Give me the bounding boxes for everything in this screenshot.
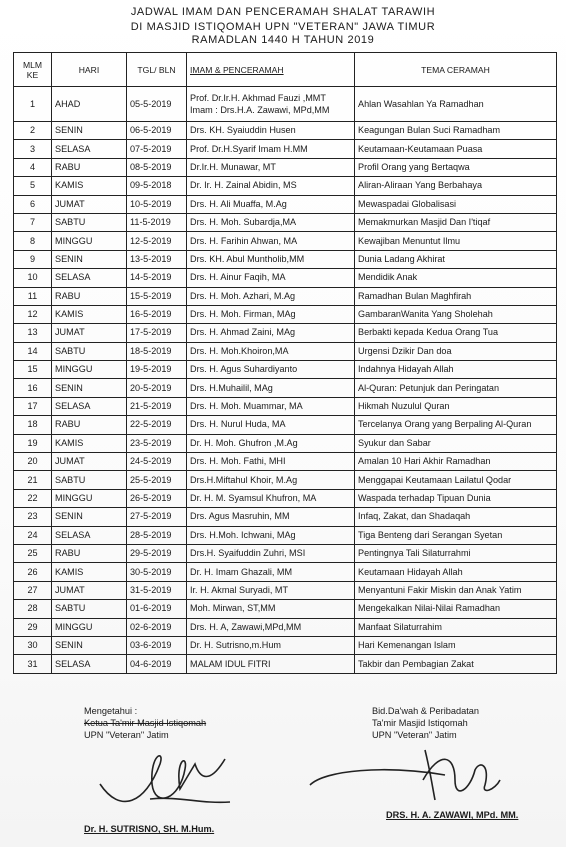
cell-no: 15	[14, 361, 52, 379]
table-row	[14, 122, 557, 140]
cell-imam: Drs. H. Moh. Firman, MAg	[187, 305, 355, 323]
cell-imam: Drs.H.Miftahul Khoir, M.Ag	[187, 471, 355, 489]
document-subtitle: DI MASJID ISTIQOMAH UPN "VETERAN" JAWA TIMUR	[130, 21, 436, 33]
table-row	[14, 618, 557, 636]
cell-no: 19	[14, 434, 52, 452]
cell-tema: Menggapai Keutamaan Lailatul Qodar	[355, 471, 557, 489]
cell-imam-line1: Prof. Dr.Ir.H. Akhmad Fauzi ,MMT	[190, 93, 326, 103]
table-row	[14, 563, 557, 581]
cell-hari: JUMAT	[52, 324, 127, 342]
table-row	[14, 269, 557, 287]
signature-right-scribble	[305, 740, 505, 810]
cell-no: 1	[14, 87, 52, 122]
cell-imam: Drs. H. Moh.Khoiron,MA	[187, 342, 355, 360]
cell-tgl: 23-5-2019	[127, 434, 187, 452]
cell-hari: MINGGU	[52, 489, 127, 507]
cell-hari: RABU	[52, 544, 127, 562]
cell-tema: Mengekalkan Nilai-Nilai Ramadhan	[355, 600, 557, 618]
document-title: JADWAL IMAM DAN PENCERAMAH SHALAT TARAWIH	[130, 6, 436, 18]
cell-imam: Ir. H. Akmal Suryadi, MT	[187, 581, 355, 599]
cell-tema: Hikmah Nuzulul Quran	[355, 397, 557, 415]
table-row	[14, 287, 557, 305]
signature-left-line1: Mengetahui :	[84, 706, 138, 716]
cell-hari: SELASA	[52, 269, 127, 287]
cell-tgl: 11-5-2019	[127, 213, 187, 231]
cell-hari: SENIN	[52, 636, 127, 654]
cell-no: 23	[14, 508, 52, 526]
cell-tema: Ahlan Wasahlan Ya Ramadhan	[355, 87, 557, 122]
cell-hari: SABTU	[52, 600, 127, 618]
table-row	[14, 342, 557, 360]
cell-imam: Drs. H. Moh. Azhari, M.Ag	[187, 287, 355, 305]
cell-no: 13	[14, 324, 52, 342]
cell-no: 27	[14, 581, 52, 599]
cell-tema: Takbir dan Pembagian Zakat	[355, 655, 557, 673]
cell-imam: Dr. H. Moh. Ghufron ,M.Ag	[187, 434, 355, 452]
cell-tema: Memakmurkan Masjid Dan I'tiqaf	[355, 213, 557, 231]
cell-no: 31	[14, 655, 52, 673]
cell-tgl: 16-5-2019	[127, 305, 187, 323]
table-row	[14, 140, 557, 158]
cell-no: 22	[14, 489, 52, 507]
cell-hari: KAMIS	[52, 434, 127, 452]
cell-tema: Waspada terhadap Tipuan Dunia	[355, 489, 557, 507]
cell-imam: Drs. H.Muhailil, MAg	[187, 379, 355, 397]
cell-hari: SABTU	[52, 471, 127, 489]
cell-hari: SENIN	[52, 379, 127, 397]
cell-hari: JUMAT	[52, 581, 127, 599]
cell-hari: AHAD	[52, 87, 127, 122]
table-row	[14, 250, 557, 268]
cell-hari: JUMAT	[52, 453, 127, 471]
table-row	[14, 324, 557, 342]
cell-tgl: 24-5-2019	[127, 453, 187, 471]
cell-tema: Manfaat Silaturrahim	[355, 618, 557, 636]
cell-tema: Keutamaan Hidayah Allah	[355, 563, 557, 581]
cell-tgl: 12-5-2019	[127, 232, 187, 250]
table-row	[14, 232, 557, 250]
cell-hari: SENIN	[52, 508, 127, 526]
cell-tema: Urgensi Dzikir Dan doa	[355, 342, 557, 360]
cell-tema: Aliran-Aliraan Yang Berbahaya	[355, 177, 557, 195]
column-header-hari: HARI	[52, 53, 127, 87]
cell-no: 11	[14, 287, 52, 305]
table-row	[14, 397, 557, 415]
cell-imam: Drs. H. A, Zawawi,MPd,MM	[187, 618, 355, 636]
table-row	[14, 87, 557, 122]
cell-tema: Profil Orang yang Bertaqwa	[355, 158, 557, 176]
table-row	[14, 600, 557, 618]
cell-imam: Drs. H. Agus Suhardiyanto	[187, 361, 355, 379]
cell-tema: GambaranWanita Yang Sholehah	[355, 305, 557, 323]
signature-right-line3: UPN "Veteran" Jatim	[372, 730, 457, 740]
cell-hari: SELASA	[52, 655, 127, 673]
cell-tgl: 19-5-2019	[127, 361, 187, 379]
cell-no: 7	[14, 213, 52, 231]
cell-no: 10	[14, 269, 52, 287]
table-row	[14, 655, 557, 673]
cell-tgl: 20-5-2019	[127, 379, 187, 397]
cell-tema: Tercelanya Orang yang Berpaling Al-Quran	[355, 416, 557, 434]
cell-tgl: 15-5-2019	[127, 287, 187, 305]
signature-left-line3: UPN "Veteran" Jatim	[84, 730, 169, 740]
signature-left-scribble	[90, 744, 240, 822]
cell-no: 17	[14, 397, 52, 415]
cell-no: 18	[14, 416, 52, 434]
cell-imam: Drs. H. Nurul Huda, MA	[187, 416, 355, 434]
cell-tema: Tiga Benteng dari Serangan Syetan	[355, 526, 557, 544]
cell-tgl: 29-5-2019	[127, 544, 187, 562]
cell-tgl: 25-5-2019	[127, 471, 187, 489]
cell-tema: Kewajiban Menuntut Ilmu	[355, 232, 557, 250]
cell-imam: MALAM IDUL FITRI	[187, 655, 355, 673]
cell-imam: Prof. Dr.H.Syarif Imam H.MM	[187, 140, 355, 158]
cell-tgl: 18-5-2019	[127, 342, 187, 360]
cell-hari: RABU	[52, 287, 127, 305]
table-row	[14, 195, 557, 213]
cell-tema: Pentingnya Tali Silaturrahmi	[355, 544, 557, 562]
cell-tema: Indahnya Hidayah Allah	[355, 361, 557, 379]
table-row	[14, 636, 557, 654]
cell-hari: SELASA	[52, 140, 127, 158]
cell-tema: Infaq, Zakat, dan Shadaqah	[355, 508, 557, 526]
cell-tema: Ramadhan Bulan Maghfirah	[355, 287, 557, 305]
table-header-row	[14, 53, 557, 87]
cell-no: 8	[14, 232, 52, 250]
cell-no: 25	[14, 544, 52, 562]
cell-tema: Dunia Ladang Akhirat	[355, 250, 557, 268]
cell-hari: JUMAT	[52, 195, 127, 213]
column-header-tgl: TGL/ BLN	[127, 53, 187, 87]
cell-no: 26	[14, 563, 52, 581]
cell-tgl: 22-5-2019	[127, 416, 187, 434]
cell-hari: MINGGU	[52, 361, 127, 379]
cell-tgl: 28-5-2019	[127, 526, 187, 544]
cell-imam: Moh. Mirwan, ST,MM	[187, 600, 355, 618]
cell-imam: Drs. H. Ahmad Zaini, MAg	[187, 324, 355, 342]
cell-imam: Dr. Ir. H. Zainal Abidin, MS	[187, 177, 355, 195]
cell-imam: Dr.Ir.H. Munawar, MT	[187, 158, 355, 176]
cell-imam: Drs. H. Ainur Faqih, MA	[187, 269, 355, 287]
signature-right-line1: Bid.Da'wah & Peribadatan	[372, 706, 479, 716]
cell-no: 5	[14, 177, 52, 195]
cell-hari: SELASA	[52, 526, 127, 544]
cell-imam: Drs. H.Moh. Ichwani, MAg	[187, 526, 355, 544]
cell-no: 28	[14, 600, 52, 618]
cell-imam	[187, 87, 355, 122]
cell-no: 30	[14, 636, 52, 654]
cell-hari: RABU	[52, 158, 127, 176]
cell-imam: Drs. H. Moh. Subardja,MA	[187, 213, 355, 231]
cell-imam: Drs. KH. Syaiuddin Husen	[187, 122, 355, 140]
table-row	[14, 471, 557, 489]
cell-tgl: 05-5-2019	[127, 87, 187, 122]
cell-hari: KAMIS	[52, 305, 127, 323]
table-row	[14, 544, 557, 562]
cell-tgl: 01-6-2019	[127, 600, 187, 618]
cell-imam: Drs. H. Farihin Ahwan, MA	[187, 232, 355, 250]
column-header-imam: IMAM & PENCERAMAH	[187, 53, 355, 87]
signature-left-name: Dr. H. SUTRISNO, SH. M.Hum.	[84, 824, 215, 834]
cell-no: 2	[14, 122, 52, 140]
cell-tgl: 21-5-2019	[127, 397, 187, 415]
cell-no: 14	[14, 342, 52, 360]
cell-hari: SENIN	[52, 250, 127, 268]
cell-tgl: 26-5-2019	[127, 489, 187, 507]
table-row	[14, 581, 557, 599]
cell-no: 6	[14, 195, 52, 213]
cell-tema: Keagungan Bulan Suci Ramadham	[355, 122, 557, 140]
cell-hari: MINGGU	[52, 618, 127, 636]
cell-tgl: 09-5-2018	[127, 177, 187, 195]
cell-tgl: 10-5-2019	[127, 195, 187, 213]
cell-no: 3	[14, 140, 52, 158]
cell-hari: SELASA	[52, 397, 127, 415]
cell-tgl: 08-5-2019	[127, 158, 187, 176]
cell-imam: Drs. Agus Masruhin, MM	[187, 508, 355, 526]
cell-tgl: 07-5-2019	[127, 140, 187, 158]
table-row	[14, 177, 557, 195]
cell-no: 9	[14, 250, 52, 268]
schedule-table	[13, 52, 557, 674]
table-row	[14, 508, 557, 526]
table-row	[14, 489, 557, 507]
cell-tgl: 13-5-2019	[127, 250, 187, 268]
cell-tema: Syukur dan Sabar	[355, 434, 557, 452]
column-header-no: MLM KE	[14, 53, 52, 87]
cell-tgl: 30-5-2019	[127, 563, 187, 581]
cell-hari: SABTU	[52, 213, 127, 231]
cell-tema: Hari Kemenangan Islam	[355, 636, 557, 654]
cell-no: 4	[14, 158, 52, 176]
cell-tema: Al-Quran: Petunjuk dan Peringatan	[355, 379, 557, 397]
cell-hari: KAMIS	[52, 177, 127, 195]
table-row	[14, 158, 557, 176]
signature-block-right	[372, 705, 479, 741]
cell-no: 16	[14, 379, 52, 397]
table-row	[14, 526, 557, 544]
signature-block-left	[84, 705, 206, 741]
signature-right-name: DRS. H. A. ZAWAWI, MPd. MM.	[386, 810, 519, 820]
cell-imam: Dr. H. M. Syamsul Khufron, MA	[187, 489, 355, 507]
cell-hari: RABU	[52, 416, 127, 434]
table-row	[14, 213, 557, 231]
cell-hari: MINGGU	[52, 232, 127, 250]
cell-tgl: 02-6-2019	[127, 618, 187, 636]
cell-imam: Drs. H. Moh. Fathi, MHI	[187, 453, 355, 471]
cell-tema: Amalan 10 Hari Akhir Ramadhan	[355, 453, 557, 471]
column-header-tema: TEMA CERAMAH	[355, 53, 557, 87]
cell-tgl: 04-6-2019	[127, 655, 187, 673]
table-row	[14, 305, 557, 323]
schedule-rows	[14, 87, 557, 674]
table-row	[14, 434, 557, 452]
cell-no: 29	[14, 618, 52, 636]
cell-tgl: 03-6-2019	[127, 636, 187, 654]
cell-imam: Drs.H. Syaifuddin Zuhri, MSI	[187, 544, 355, 562]
cell-imam: Drs. KH. Abul Muntholib,MM	[187, 250, 355, 268]
cell-hari: SENIN	[52, 122, 127, 140]
document-period: RAMADLAN 1440 H TAHUN 2019	[191, 34, 375, 46]
cell-imam: Drs. H. Ali Muaffa, M.Ag	[187, 195, 355, 213]
cell-tema: Menyantuni Fakir Miskin dan Anak Yatim	[355, 581, 557, 599]
cell-tgl: 31-5-2019	[127, 581, 187, 599]
cell-imam-line2: Imam : Drs.H.A. Zawawi, MPd,MM	[190, 105, 330, 115]
cell-hari: KAMIS	[52, 563, 127, 581]
table-row	[14, 416, 557, 434]
table-row	[14, 361, 557, 379]
cell-tgl: 14-5-2019	[127, 269, 187, 287]
cell-tema: Berbakti kepada Kedua Orang Tua	[355, 324, 557, 342]
cell-no: 20	[14, 453, 52, 471]
cell-no: 24	[14, 526, 52, 544]
cell-imam: Dr. H. Imam Ghazali, MM	[187, 563, 355, 581]
cell-tgl: 17-5-2019	[127, 324, 187, 342]
cell-tema: Mendidik Anak	[355, 269, 557, 287]
table-row	[14, 379, 557, 397]
signature-right-line2: Ta'mir Masjid Istiqomah	[372, 718, 468, 728]
cell-no: 12	[14, 305, 52, 323]
cell-imam: Drs. H. Moh. Muammar, MA	[187, 397, 355, 415]
cell-hari: SABTU	[52, 342, 127, 360]
cell-tema: Mewaspadai Globalisasi	[355, 195, 557, 213]
cell-tgl: 06-5-2019	[127, 122, 187, 140]
cell-no: 21	[14, 471, 52, 489]
cell-tema: Keutamaan-Keutamaan Puasa	[355, 140, 557, 158]
signature-left-line2: Ketua Ta'mir Masjid Istiqomah	[84, 718, 207, 728]
cell-tgl: 27-5-2019	[127, 508, 187, 526]
cell-imam: Dr. H. Sutrisno,m.Hum	[187, 636, 355, 654]
table-row	[14, 453, 557, 471]
